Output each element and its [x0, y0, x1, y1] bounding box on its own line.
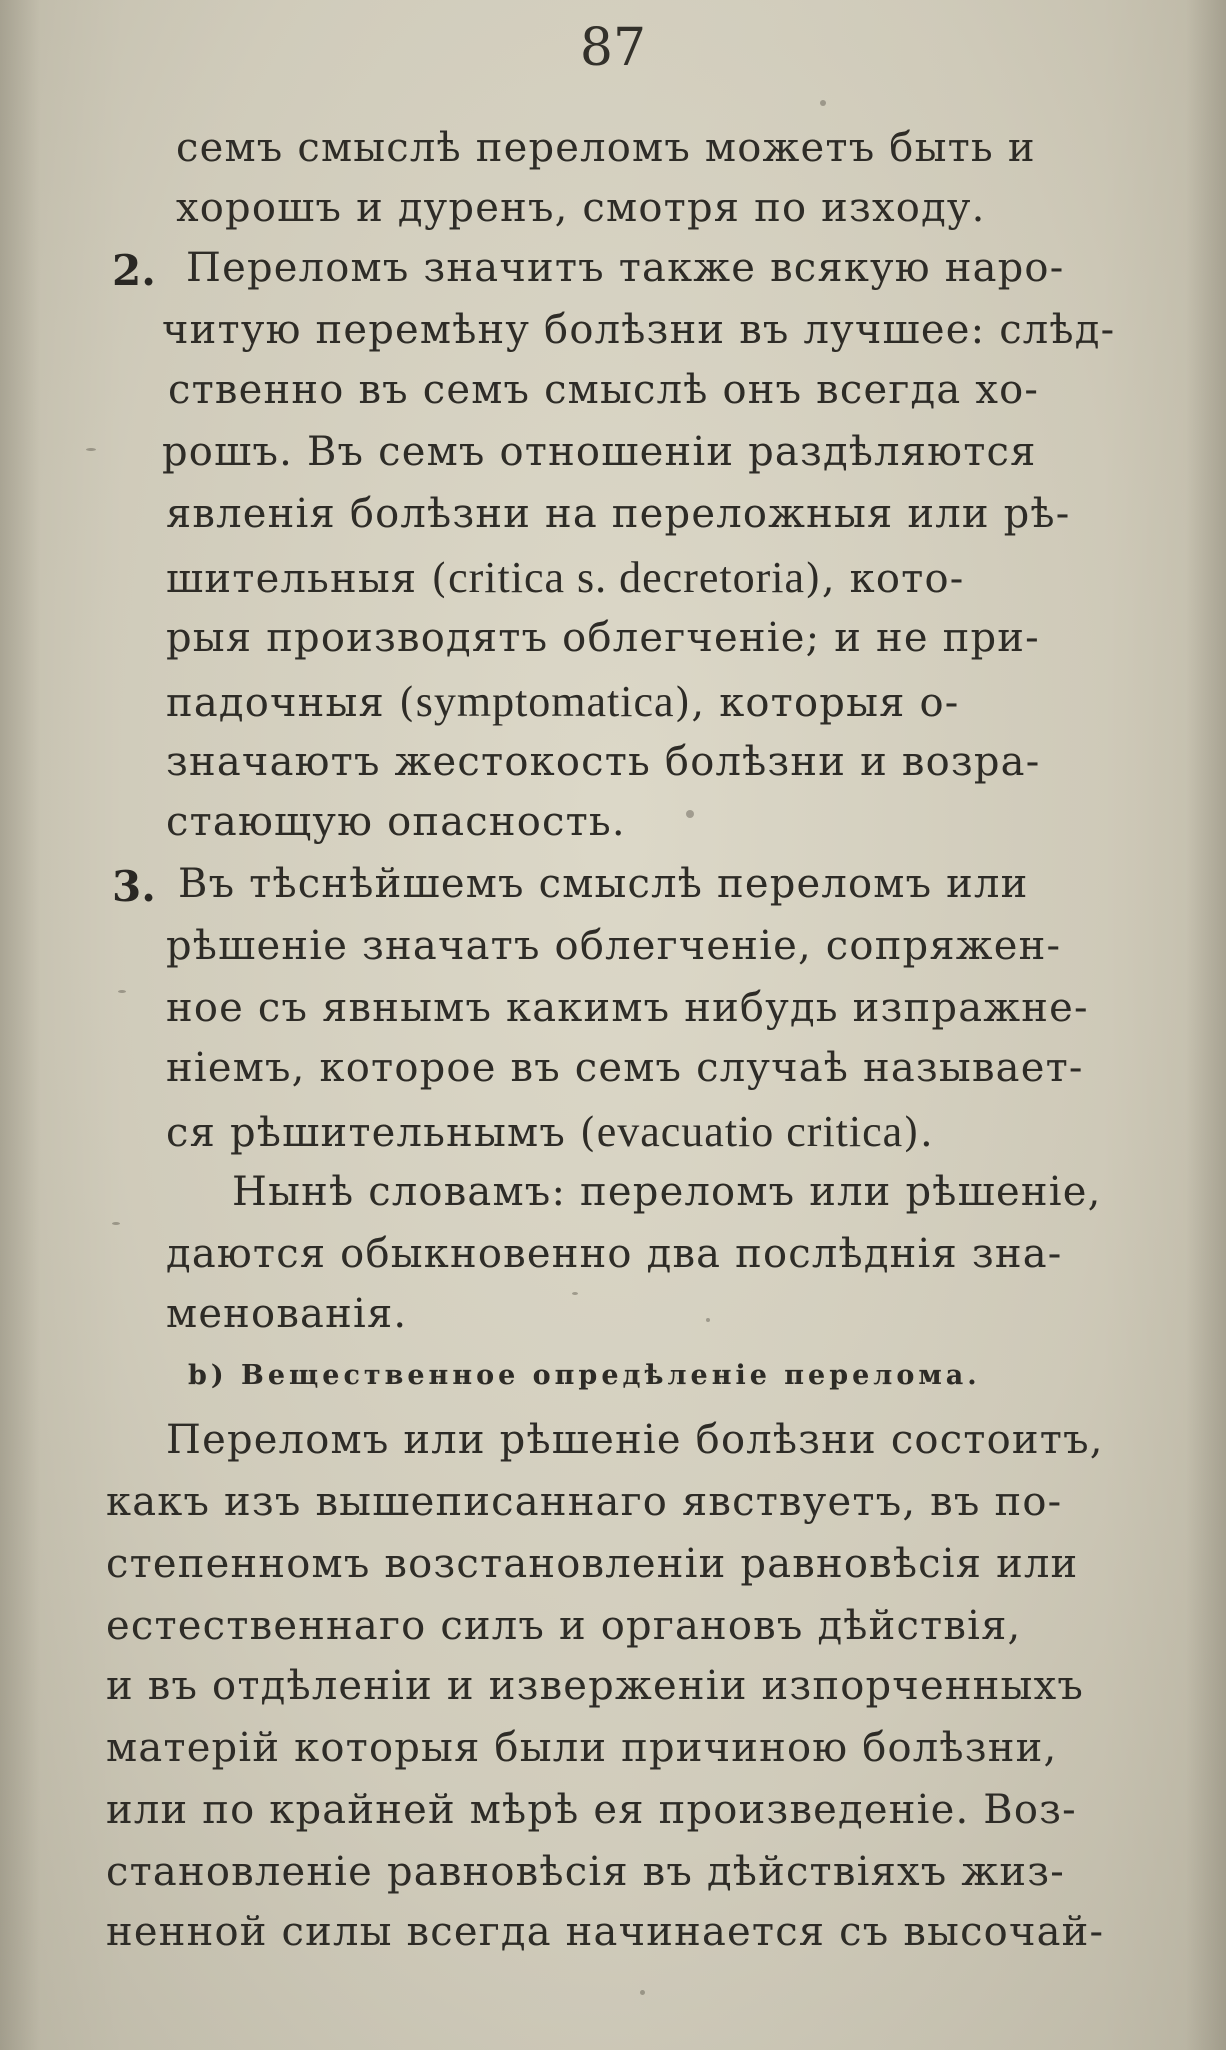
text-line: стающую опасность. [166, 799, 626, 845]
text-line: рошъ. Въ семъ отношеніи раздѣляются [162, 429, 1037, 475]
text-line: значаютъ жестокость болѣзни и возра- [166, 739, 1041, 785]
text-line: и въ отдѣленіи и изверженіи изпорченныхъ [106, 1663, 1084, 1709]
text-line: или по крайней мѣрѣ ея произведеніе. Воз- [106, 1787, 1077, 1833]
paper-speck [86, 448, 96, 451]
list-item-number: 3. [112, 862, 156, 911]
text-line: явленія болѣзни на переложныя или рѣ- [166, 491, 1071, 537]
text-line: ственно въ семъ смыслѣ онъ всегда хо- [168, 367, 1040, 413]
text-line: ненной силы всегда начинается съ высочай- [106, 1909, 1105, 1955]
page-left-shadow [0, 0, 40, 2050]
text-line: даются обыкновенно два послѣднія зна- [166, 1231, 1063, 1277]
text-line: ся рѣшительнымъ (evacuatio critica). [166, 1107, 934, 1156]
latin-term: evacuatio critica [596, 1107, 904, 1156]
text-line: читую перемѣну болѣзни въ лучшее: слѣд- [162, 307, 1116, 353]
text-line: ніемъ, которое въ семъ случаѣ называет- [166, 1045, 1084, 1091]
paper-speck [112, 1222, 120, 1225]
text-line: естественнаго силъ и органовъ дѣйствія, [106, 1603, 1022, 1649]
paper-speck [640, 1990, 645, 1995]
text-line: хорошъ и дуренъ, смотря по изходу. [176, 185, 986, 231]
text-line: ное съ явнымъ какимъ нибудь изпражне- [166, 985, 1089, 1031]
text-line: Нынѣ словамъ: переломъ или рѣшеніе, [232, 1169, 1102, 1215]
latin-term: symptomatica [415, 677, 675, 726]
text-line: семъ смыслѣ переломъ можетъ быть и [176, 125, 1036, 171]
text-line: шительныя (critica s. decretoria), кото- [166, 553, 965, 602]
text-line: падочныя (symptomatica), которыя о- [166, 677, 960, 726]
text-line: менованія. [166, 1291, 408, 1337]
paper-speck [820, 100, 826, 106]
section-subheading: b) Вещественное опредѣленіе перелома. [188, 1360, 981, 1391]
text-line: Переломъ значитъ также всякую наро- [186, 245, 1065, 291]
text-line: какъ изъ вышеписаннаго явствуетъ, въ по- [106, 1479, 1063, 1525]
text-line: матерій которыя были причиною болѣзни, [106, 1725, 1058, 1771]
paper-speck [686, 810, 694, 818]
page-number: 87 [579, 18, 647, 78]
page-right-shadow [1186, 0, 1226, 2050]
paper-speck [118, 990, 126, 993]
text-line: Въ тѣснѣйшемъ смыслѣ переломъ или [178, 861, 1029, 907]
paper-speck [572, 1292, 578, 1295]
list-item-number: 2. [112, 246, 156, 295]
paper-speck [706, 1318, 710, 1322]
latin-term: critica s. decretoria [448, 553, 806, 602]
text-line: становленіе равновѣсія въ дѣйствіяхъ жиз- [106, 1849, 1065, 1895]
text-line: степенномъ возстановленіи равновѣсія или [106, 1541, 1079, 1587]
text-line: рыя производятъ облегченіе; и не при- [166, 615, 1040, 661]
text-line: рѣшеніе значатъ облегченіе, сопряжен- [166, 923, 1062, 969]
text-line: Переломъ или рѣшеніе болѣзни состоитъ, [166, 1417, 1104, 1463]
